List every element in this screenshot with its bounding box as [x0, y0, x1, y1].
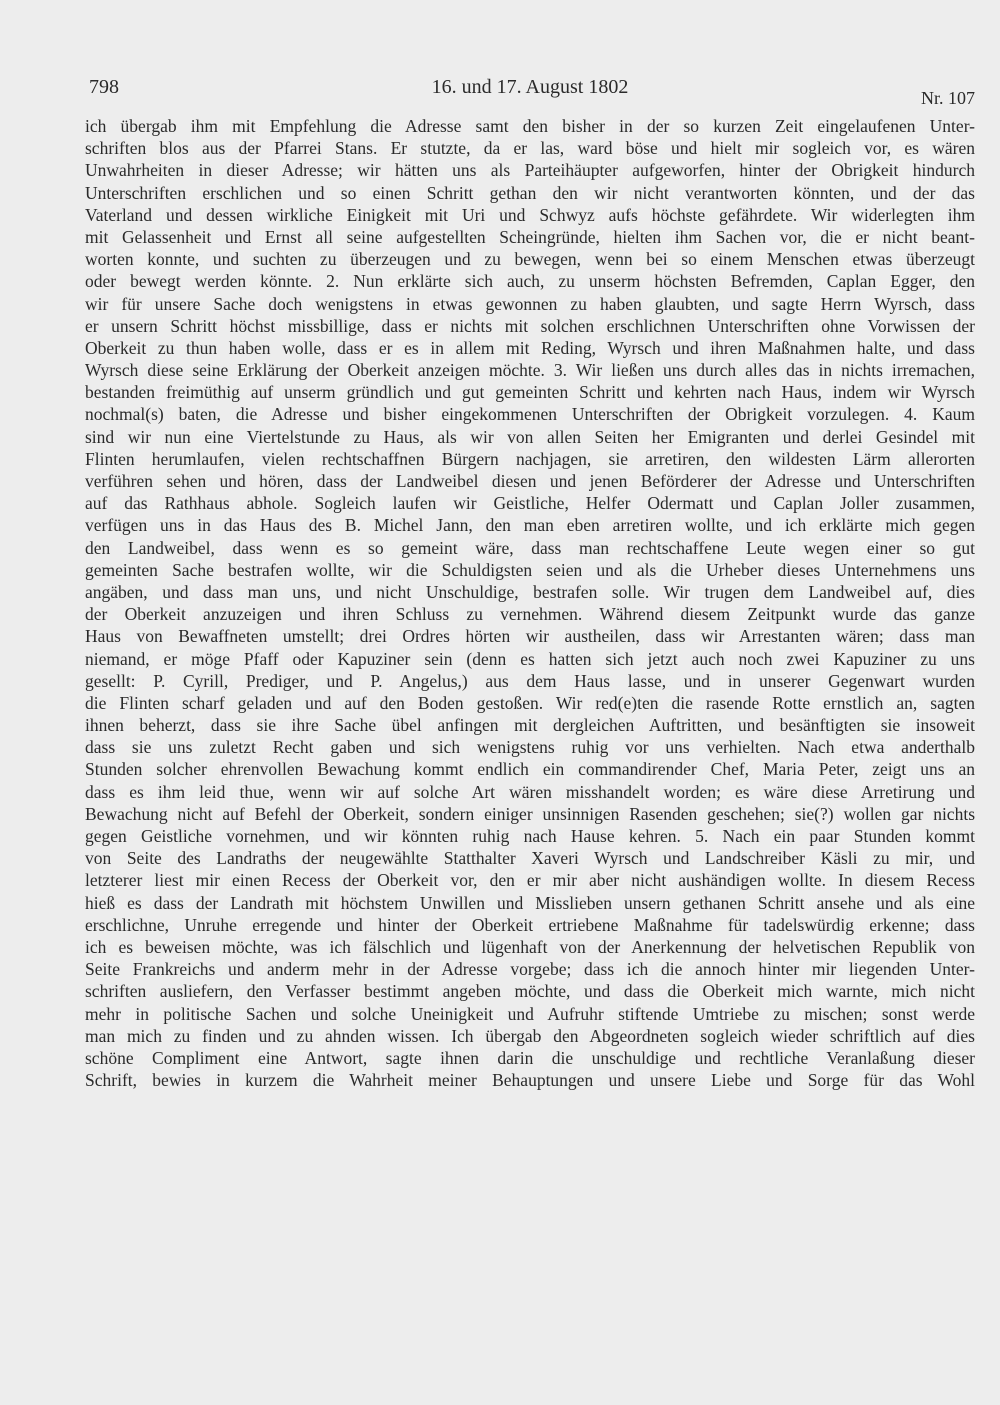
text-line: der Oberkeit anzuzeigen und ihren Schluss zu vernehmen. Während diesem Zeitpunkt wurde das ganze — [85, 604, 975, 625]
text-line: auf das Rathhaus abhole. Sogleich laufen wir Geistliche, Helfer Odermatt und Caplan Joller zusammen, — [85, 493, 975, 514]
text-line: gesellt: P. Cyrill, Prediger, und P. Angelus,) aus dem Haus lasse, und in unserer Gegenwart wurden — [85, 670, 975, 691]
text-line: man mich zu finden und zu ahnden wissen. Ich übergab den Abgeordneten sogleich wieder schriftlich auf dies — [85, 1025, 975, 1046]
text-line: angäben, und dass man uns, und nicht Unschuldige, bestrafen solle. Wir trugen dem Landweibel auf, dies — [85, 581, 975, 602]
page-number: 798 — [89, 76, 119, 98]
text-line: von Seite des Landraths der neugewählte Statthalter Xaveri Wyrsch und Landschreiber Käsli zu mir, und — [85, 848, 975, 869]
text-line: bestanden freimüthig auf unserm gründlich und gut gemeinten Schritt und kehrten nach Haus, indem wir Wyrsch — [85, 382, 975, 403]
text-line: ich übergab ihm mit Empfehlung die Adresse samt den bisher in der so kurzen Zeit eingelaufenen Unter- — [85, 116, 975, 136]
text-line: Unwahrheiten in dieser Adresse; wir hätten uns als Parteihäupter aufgeworfen, hinter der Obrigkeit hindurch — [85, 160, 975, 181]
text-line: Schrift, bewies in kurzem die Wahrheit meiner Behauptungen und unsere Liebe und Sorge für das Wohl — [85, 1070, 975, 1091]
text-line: sind wir nun eine Viertelstunde zu Haus, als wir von allen Seiten her Emigranten und derlei Gesindel mit — [85, 426, 975, 447]
text-line: gemeinten Sache bestrafen wollte, wir die Schuldigsten seien und als die Urheber dieses Unternehmens uns — [85, 559, 975, 580]
text-line: letzterer liest mir einen Recess der Oberkeit vor, den er mir aber nicht aushändigen wollte. In diesem Recess — [85, 870, 975, 891]
body-text — [85, 115, 975, 1091]
text-line: dass es ihm leid thue, wenn wir auf solche Art wären misshandelt worden; es wäre diese Arretirung und — [85, 781, 975, 802]
text-line: schriften ausliefern, den Verfasser bestimmt angeben möchte, und dass die Oberkeit mich warnte, mich nicht — [85, 981, 975, 1002]
page-header — [85, 76, 975, 108]
text-line: Flinten herumlaufen, vielen rechtschaffnen Bürgern nachjagen, sie arretiren, den wildesten Lärm allerorten — [85, 448, 975, 469]
text-line: gegen Geistliche vornehmen, und wir könnten ruhig nach Hause kehren. 5. Nach ein paar Stunden kommt — [85, 826, 975, 846]
text-line: nochmal(s) baten, die Adresse und bisher eingekommenen Unterschriften der Obrigkeit vorzulegen. 4. Kaum — [85, 404, 975, 425]
text-line: Wyrsch diese seine Erklärung der Oberkeit anzeigen möchte. 3. Wir ließen uns durch alles das in nichts irremachen, — [85, 360, 975, 381]
text-line: Unterschriften erschlichen und so einen Schritt gethan den wir nicht verantworten könnten, und der das — [85, 182, 975, 203]
text-line: ihnen beherzt, dass sie ihre Sache übel anfingen mit dergleichen Auftritten, und besänftigten sie insoweit — [85, 715, 975, 736]
text-line: mehr in politische Sachen und solche Uneinigkeit und Aufruhr stiftende Umtriebe zu mischen; sonst werde — [85, 1003, 975, 1024]
text-line: Stunden solcher ehrenvollen Bewachung kommt endlich ein commandirender Chef, Maria Peter, zeigt uns an — [85, 759, 975, 780]
text-line: oder bewegt werden könnte. 2. Nun erklärte sich auch, zu unserm höchsten Befremden, Caplan Egger, den — [85, 271, 975, 292]
text-line: Bewachung nicht auf Befehl der Oberkeit, sondern einiger unsinnigen Rasenden geschehen; sie(?) wollen gar nichts — [85, 803, 975, 824]
text-line: er unsern Schritt höchst missbillige, dass er nichts mit solchen erschlichnen Unterschriften ohne Vorwissen der — [85, 315, 975, 336]
text-line: ich es beweisen möchte, was ich fälschlich und lügenhaft von der Anerkennung der helvetischen Republik von — [85, 936, 975, 957]
text-line: mit Gelassenheit und Ernst all seine aufgestellten Scheingründe, hielten ihm Sachen vor, die er nicht beant- — [85, 226, 975, 247]
text-line: dass sie uns zuletzt Recht gaben und sich wenigstens ruhig vor uns verhielten. Nach etwa anderthalb — [85, 737, 975, 758]
text-line: hieß es dass der Landrath mit höchstem Unwillen und Misslieben unsern gethanen Schritt ansehe und als eine — [85, 892, 975, 913]
text-line: Vaterland und dessen wirkliche Einigkeit mit Uri und Schwyz aufs höchste gefährdete. Wir widerlegten ihm — [85, 204, 975, 225]
text-line: worten konnte, und suchten zu überzeugen und zu bewegen, wenn bei so einem Menschen etwas überzeugt — [85, 249, 975, 270]
text-line: wir für unsere Sache doch wenigstens in etwas gewonnen zu haben glaubten, und sagte Herrn Wyrsch, dass — [85, 293, 975, 314]
text-line: die Flinten scharf geladen und auf den Boden gestoßen. Wir red(e)ten die rasende Rotte ernstlich an, sagten — [85, 692, 975, 713]
text-line: Haus von Bewaffneten umstellt; drei Ordres hörten wir austheilen, dass wir Arrestanten wären; dass man — [85, 626, 975, 647]
text-line: niemand, er möge Pfaff oder Kapuziner sein (denn es hatten sich jetzt auch noch zwei Kapuziner zu uns — [85, 648, 975, 669]
running-title: 16. und 17. August 1802 — [431, 76, 629, 98]
text-line: verfügen uns in das Haus des B. Michel Jann, den man eben arretiren wollte, und ich erklärte mich gegen — [85, 515, 975, 536]
text-line: schriften blos aus der Pfarrei Stans. Er stutzte, da er las, ward böse und hielt mir sogleich vor, es wären — [85, 138, 975, 159]
text-line: Seite Frankreichs und anderm mehr in der Adresse vorgebe; dass ich die annoch hinter mir liegenden Unter- — [85, 959, 975, 980]
text-line: erschlichne, Unruhe erregende und hinter der Oberkeit ertriebene Maßnahme für tadelswürdig erkenne; dass — [85, 914, 975, 935]
text-line: Oberkeit zu thun haben wolle, dass er es in allem mit Reding, Wyrsch und ihren Maßnahmen halte, und dass — [85, 337, 975, 358]
document-number: Nr. 107 — [921, 88, 975, 108]
text-line: den Landweibel, dass wenn es so gemeint wäre, dass man rechtschaffene Leute wegen einer so gut — [85, 537, 975, 558]
text-line: verführen sehen und hören, dass der Landweibel diesen und jenen Beförderer der Adresse und Unterschriften — [85, 471, 975, 491]
text-line: schöne Compliment eine Antwort, sagte ihnen darin die unschuldige und rechtliche Veranlaßung dieser — [85, 1047, 975, 1068]
